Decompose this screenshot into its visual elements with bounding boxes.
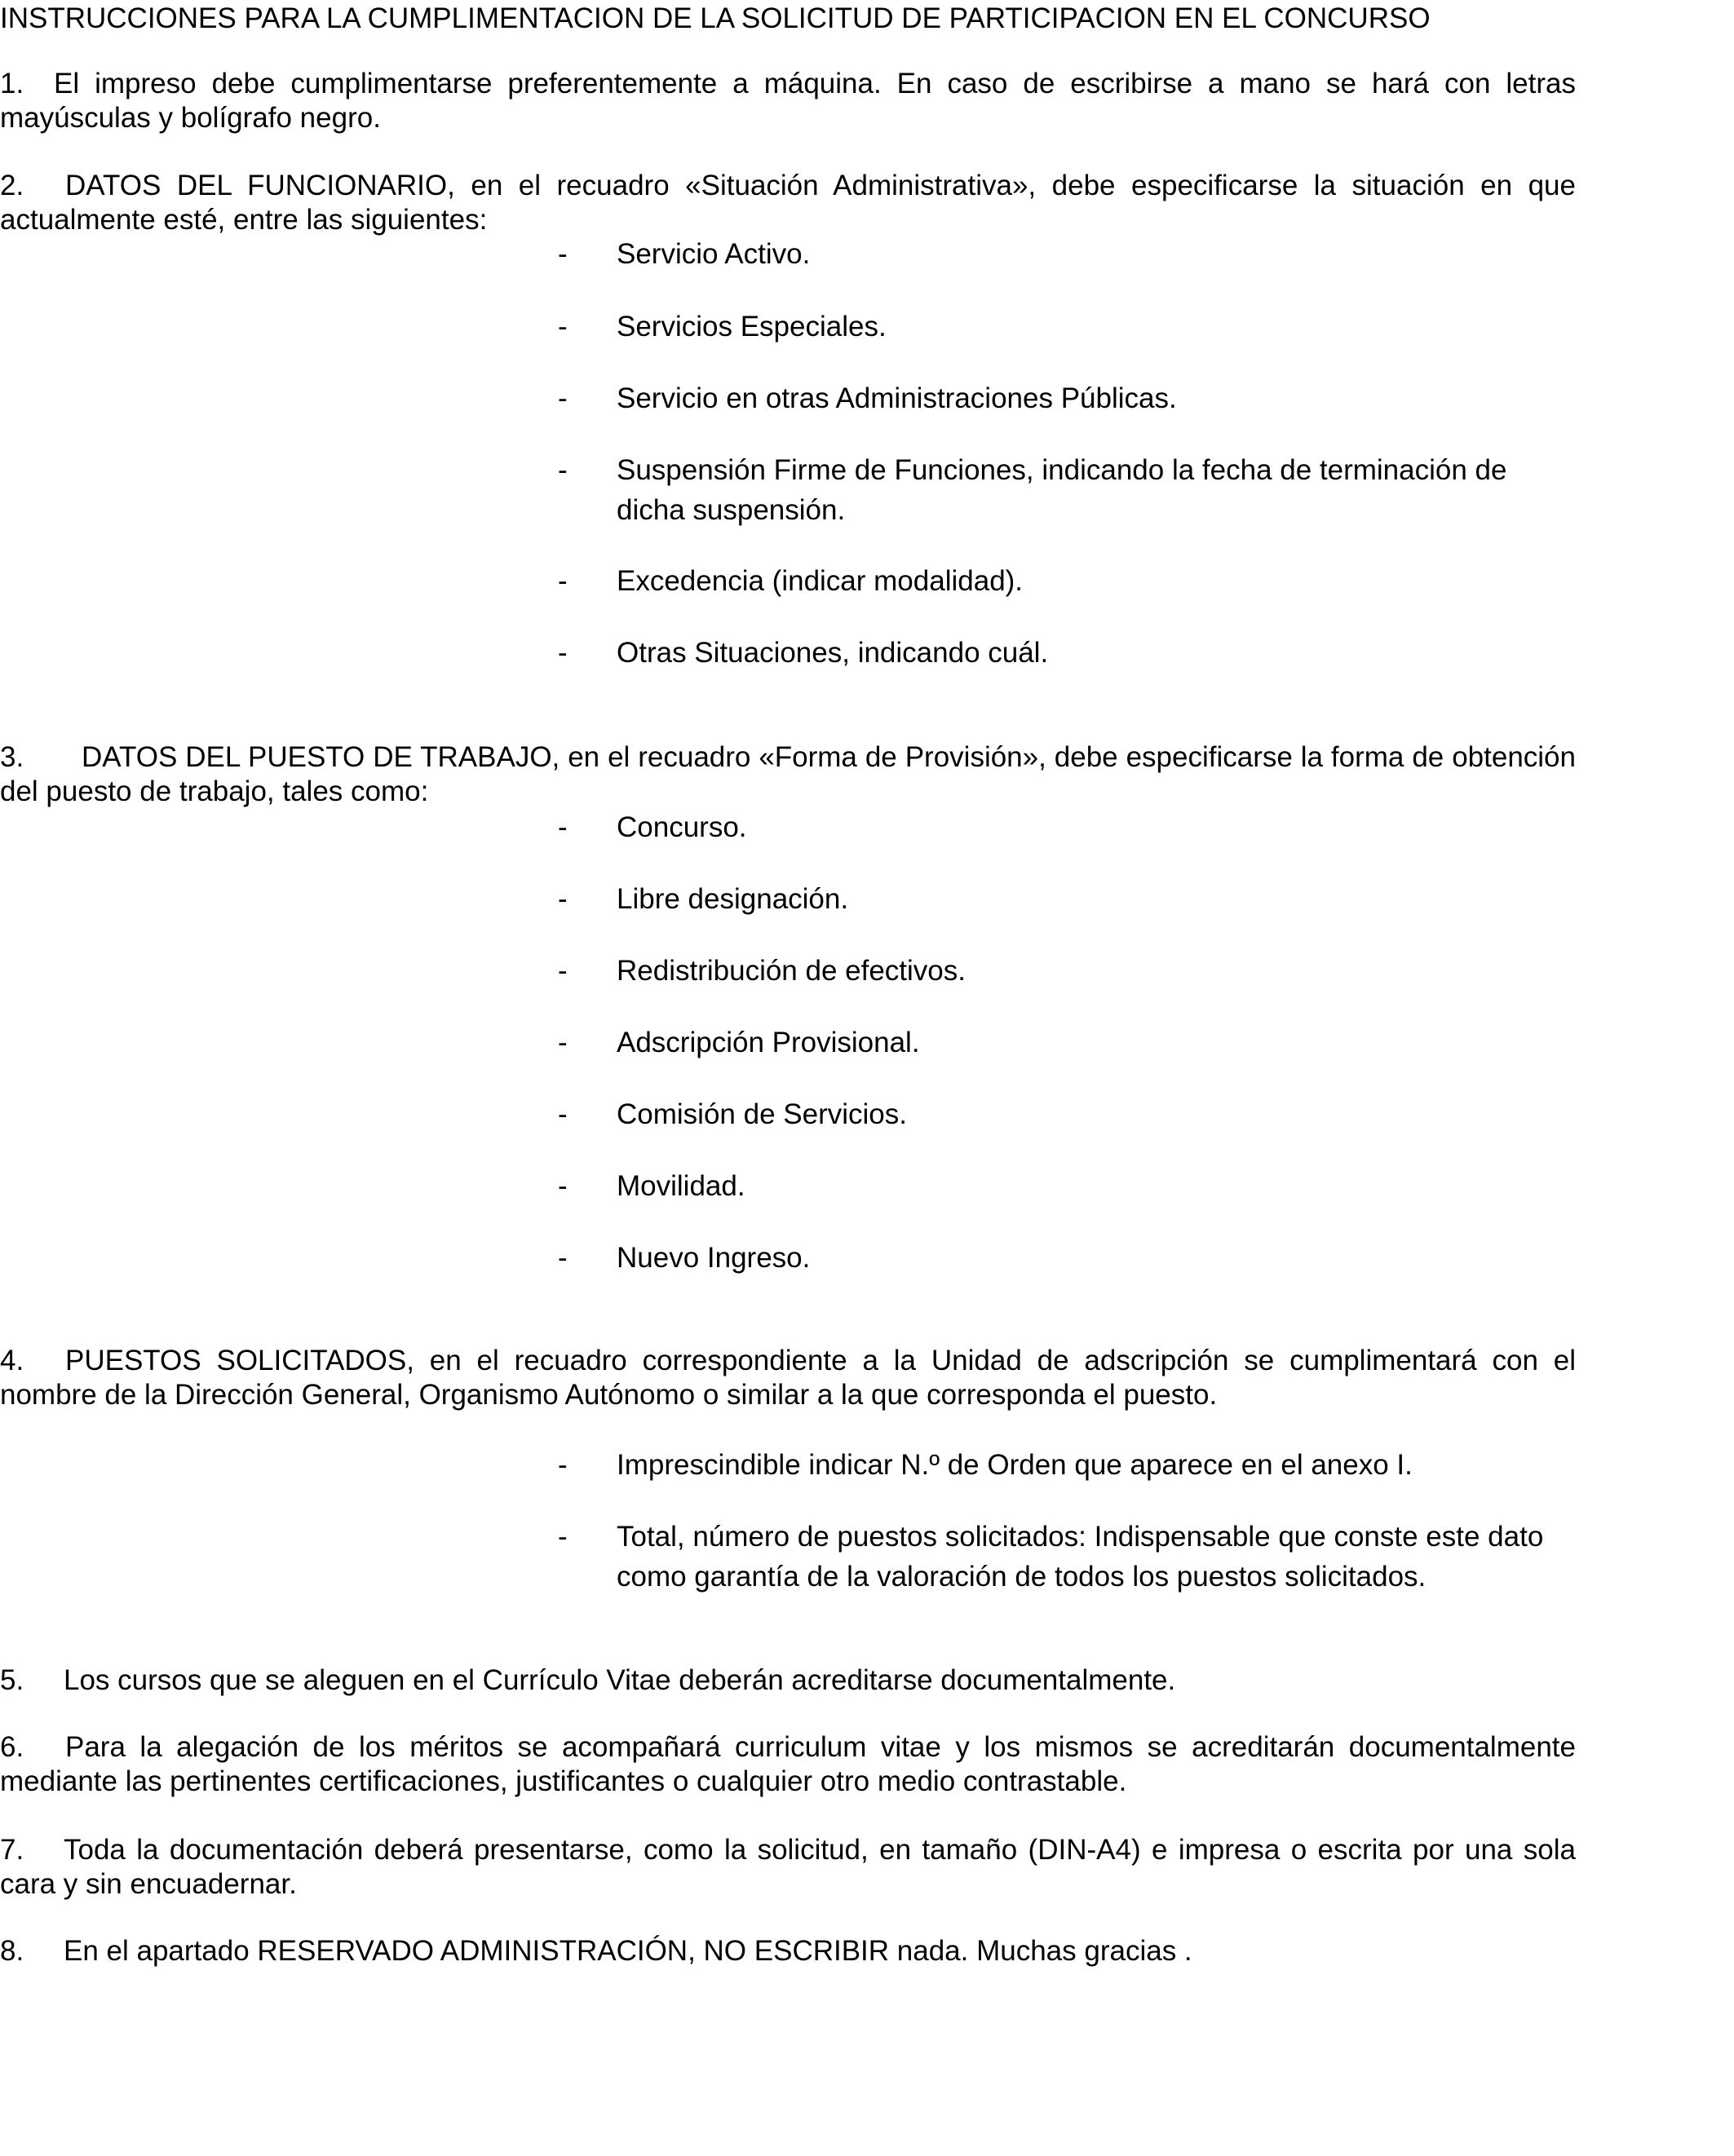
section-number: 2.	[0, 170, 24, 201]
section-6	[0, 1730, 1576, 1799]
list-item-text: Redistribución de efectivos.	[617, 955, 966, 987]
section-number: 6.	[0, 1731, 24, 1763]
list-item-text: Libre designación.	[617, 883, 849, 915]
section-number: 8.	[0, 1935, 24, 1967]
bullet-dash: -	[558, 311, 568, 342]
bullet-dash: -	[558, 565, 568, 597]
section-number: 5.	[0, 1664, 24, 1696]
bullet-dash: -	[558, 1521, 568, 1553]
list-item-text: Otras Situaciones, indicando cuál.	[617, 637, 1049, 669]
bullet-dash: -	[558, 238, 568, 270]
bullet-dash: -	[558, 883, 568, 915]
section-7	[0, 1833, 1576, 1902]
list-item-text: Servicio Activo.	[617, 238, 811, 270]
section-3	[0, 740, 1576, 809]
bullet-dash: -	[558, 1170, 568, 1202]
bullet-dash: -	[558, 382, 568, 414]
section-number: 3.	[0, 741, 24, 773]
section-text: DATOS DEL PUESTO DE TRABAJO, en el recuadro «Forma de Provisión», debe especificarse la forma de obtención del puesto de trabajo, tales como:	[0, 741, 1576, 807]
section-text: PUESTOS SOLICITADOS, en el recuadro correspondiente a la Unidad de adscripción se cumplimentará con el nombre de la Dirección General, Organismo Autónomo o similar a la que corresponda el puesto.	[0, 1345, 1576, 1411]
section-8	[0, 1934, 1576, 1968]
list-item-text: Servicio en otras Administraciones Públicas.	[617, 382, 1177, 414]
list-item-text: Suspensión Firme de Funciones, indicando la fecha de terminación de dicha suspensión.	[617, 454, 1507, 526]
section-5	[0, 1663, 1576, 1698]
list-item-text: Total, número de puestos solicitados: Indispensable que conste este dato como garantía de la valoración de todos los puestos solicitados.	[617, 1521, 1544, 1593]
section-text: Toda la documentación deberá presentarse, como la solicitud, en tamaño (DIN-A4) e impresa o escrita por una sola cara y sin encuadernar.	[0, 1834, 1576, 1900]
list-item-text: Adscripción Provisional.	[617, 1027, 920, 1058]
bullet-dash: -	[558, 637, 568, 669]
list-item-text: Excedencia (indicar modalidad).	[617, 565, 1024, 597]
list-item-text: Comisión de Servicios.	[617, 1098, 907, 1130]
list-item-text: Concurso.	[617, 811, 747, 843]
bullet-dash: -	[558, 1449, 568, 1481]
document-title: INSTRUCCIONES PARA LA CUMPLIMENTACION DE LA SOLICITUD DE PARTICIPACION EN EL CONCURSO	[0, 2, 1431, 34]
list-item-text: Nuevo Ingreso.	[617, 1242, 811, 1274]
section-number: 4.	[0, 1345, 24, 1376]
list-item-text: Servicios Especiales.	[617, 311, 887, 342]
section-text: El impreso debe cumplimentarse preferentemente a máquina. En caso de escribirse a mano se hará con letras mayúsculas y bolígrafo negro.	[0, 68, 1576, 134]
section-text: Para la alegación de los méritos se acompañará curriculum vitae y los mismos se acreditarán documentalmente mediante las pertinentes certificaciones, justificantes o cualquier otro medio contrastable.	[0, 1731, 1576, 1797]
section-text: DATOS DEL FUNCIONARIO, en el recuadro «Situación Administrativa», debe especificarse la situación en que actualmente esté, entre las siguientes:	[0, 170, 1576, 236]
section-text: Los cursos que se aleguen en el Currículo Vitae deberán acreditarse documentalmente.	[64, 1664, 1176, 1696]
section-text: En el apartado RESERVADO ADMINISTRACIÓN, NO ESCRIBIR nada. Muchas gracias .	[64, 1935, 1192, 1967]
bullet-dash: -	[558, 1027, 568, 1058]
section-4	[0, 1344, 1576, 1412]
section-1	[0, 67, 1576, 135]
section-2	[0, 169, 1576, 237]
section-number: 1.	[0, 68, 24, 99]
bullet-dash: -	[558, 811, 568, 843]
list-item-text: Imprescindible indicar N.º de Orden que aparece en el anexo I.	[617, 1449, 1413, 1481]
list-item-text: Movilidad.	[617, 1170, 745, 1202]
bullet-dash: -	[558, 1242, 568, 1274]
bullet-dash: -	[558, 454, 568, 486]
bullet-dash: -	[558, 955, 568, 987]
section-number: 7.	[0, 1834, 24, 1866]
bullet-dash: -	[558, 1098, 568, 1130]
